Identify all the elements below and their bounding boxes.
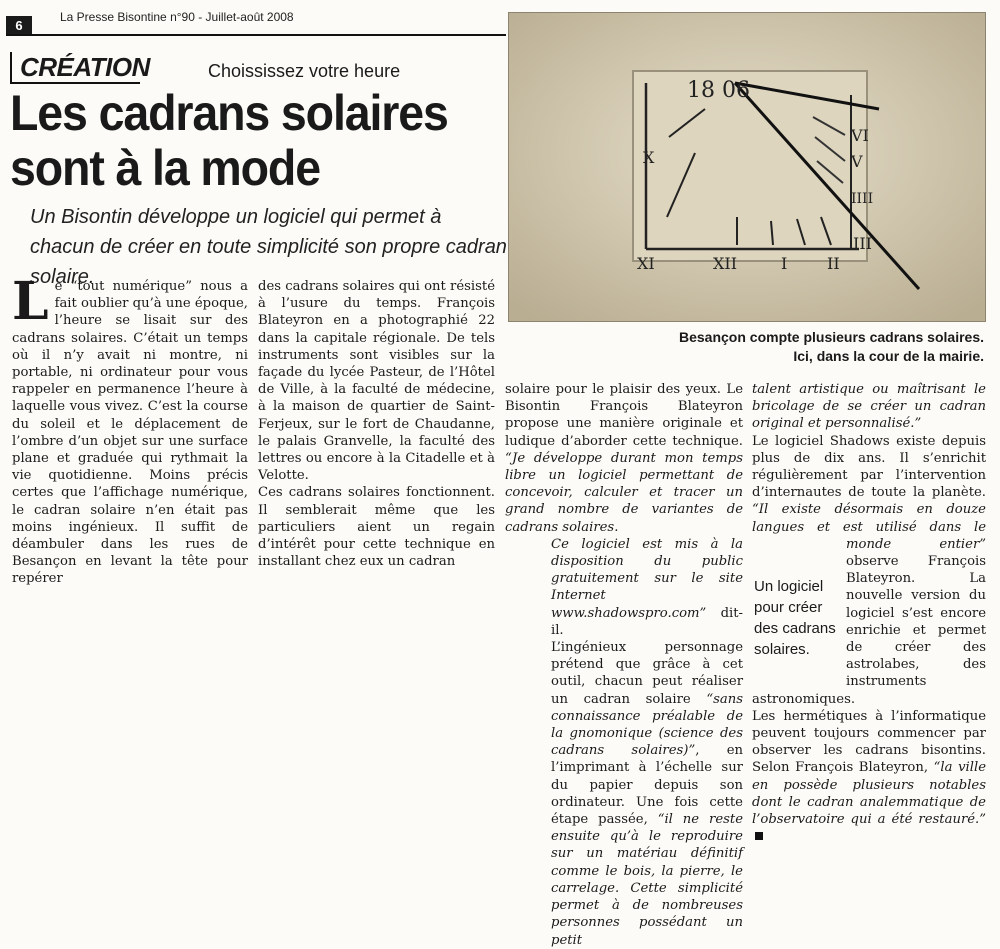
standfirst: Un Bisontin développe un logiciel qui permet à chacun de créer en toute simplicité son propre cadran solaire. [30,206,507,288]
col2-paragraph-1: des cadrans solaires qui ont résisté à l’usure du temps. François Blateyron en a photographié 22 dans la capitale régionale. De tels instruments sont visibles sur la façade du lycée Pasteur, de l’Hôtel de Ville, à la faculté de médecine, à la maison de quartier de Saint-Ferjeux, sur le fort de Chaudanne, le palais Granvelle, la faculté des lettres ou encore à la Citadelle et à Velotte. [258,279,495,484]
col3-quote-1: “Je développe durant mon temps libre un logiciel permettant de concevoir, calculer et tracer un grand nombre de variantes de cadrans solaires. [505,450,743,535]
headline-line-2: sont à la mode [10,140,320,196]
photo-caption [508,328,984,366]
headline-line-1: Les cadrans solaires [10,85,448,141]
numeral-xii: XII [713,254,738,273]
numeral-iiii: IIII [851,191,874,207]
dial-date-text: 18 06 [687,78,750,103]
col4-p1: Le logiciel Shadows existe depuis plus de dix ans. Il s’enrichit régulièrement par l’intervention d’internautes de toute la planète. [752,433,986,501]
numeral-i: I [781,254,788,273]
numeral-v: V [851,152,863,171]
caption-line-1: Besançon compte plusieurs cadrans solaires. [678,329,984,345]
col4-quote-end: talent artistique ou maîtrisant le bricolage de se créer un cadran original et personnalisé.” [752,382,986,432]
numeral-xi: XI [637,254,655,273]
headline [10,86,475,196]
body-column-1 [12,271,248,588]
col3-paragraph-1 [505,381,743,536]
col3-p2-quote-2: “il ne reste ensuite qu’à le reproduire sur un matériau définitif comme le bois, la pierre, le carrelage. Cette simplicité permet à de nombreuses personnes possédant un petit [551,812,743,948]
col1-text: e “tout numérique” nous a fait oublier qu’à une époque, l’heure se lisait sur des cadrans solaires. C’était un temps où il n’y avait ni montre, ni portable, ni ordinateur pour vous rappeler en permanence l’heure à laquelle vous vivez. C’est la course du soleil et le déplacement de l’ombre d’un objet sur une surface plane et graduée qui rythmait la vie quotidienne. Moins précis certes que l’affichage numérique, le cadran solaire n’en était pas moins ingénieux. Il suffit de déambuler dans les rues de Besançon en levant la tête pour repérer [12,279,248,587]
col4-paragraph-1 [752,433,986,708]
col3-p2a: L’ingénieux personnage prétend que grâce à cet outil, chacun peut réaliser un cadran solaire [551,640,743,707]
caption-line-2: Ici, dans la cour de la mairie. [793,348,984,364]
page-number: 6 [6,16,32,36]
col3-said: dit-il. [551,605,743,638]
body-column-3 [505,381,743,949]
col4-p2: Les hermétiques à l’informatique peuvent toujours commencer par observer les cadrans bisontins. Selon François Blateyron, [752,708,986,776]
col3-paragraph-1b [505,536,743,639]
sundial-illustration [509,13,985,321]
numeral-ii: II [827,254,840,273]
col3-p2b: , en l’imprimant à l’échelle sur du papier depuis son ordinateur. Une fois cette étape passée, [551,743,744,828]
pull-quote: Un logiciel pour créer des cadrans solaires. [754,578,836,658]
numeral-vi: VI [851,126,869,145]
rubric-label: CRÉATION [20,52,150,82]
col3-intro: solaire pour le plaisir des yeux. Le Bisontin François Blateyron propose une manière originale et ludique d’aborder cette technique. [505,382,743,449]
sundial-photo [508,12,986,322]
col4-paragraph-2 [752,708,986,846]
numeral-iii: III [853,234,872,253]
col3-p2-quote: “sans connaissance préalable de la gnomonique (science des cadrans solaires)” [551,691,743,759]
col4-p1b: observe François Blateyron. La nouvelle version du logiciel s’est encore enrichie et permet de créer des astrolabes, des instruments astronomiques. [752,554,986,707]
col4-p1-quote: “Il existe désormais en douze langues et est utilisé dans le monde entier” [752,502,986,552]
drop-cap: L [12,271,49,332]
header-rule [6,34,506,36]
end-of-article-mark [755,832,763,840]
col2-paragraph-2: Ces cadrans solaires fonctionnent. Il semblerait même que les particuliers aient un regain d’intérêt pour cette technique en installant chez eux un cadran [258,485,495,570]
numeral-x: X [643,148,655,167]
body-column-2 [258,278,495,570]
kicker: Choississez votre heure [208,61,401,81]
section-rubric [10,52,150,84]
col4-p2-quote: “la ville en possède plusieurs notables dont le cadran analemmatique de l’observatoire qui a été restauré.” [752,760,986,828]
publication-line: La Presse Bisontine n°90 - Juillet-août 2008 [60,10,294,24]
col3-quote-2: Ce logiciel est mis à la disposition du public gratuitement sur le site Internet www.shadowspro.com” [551,536,743,621]
